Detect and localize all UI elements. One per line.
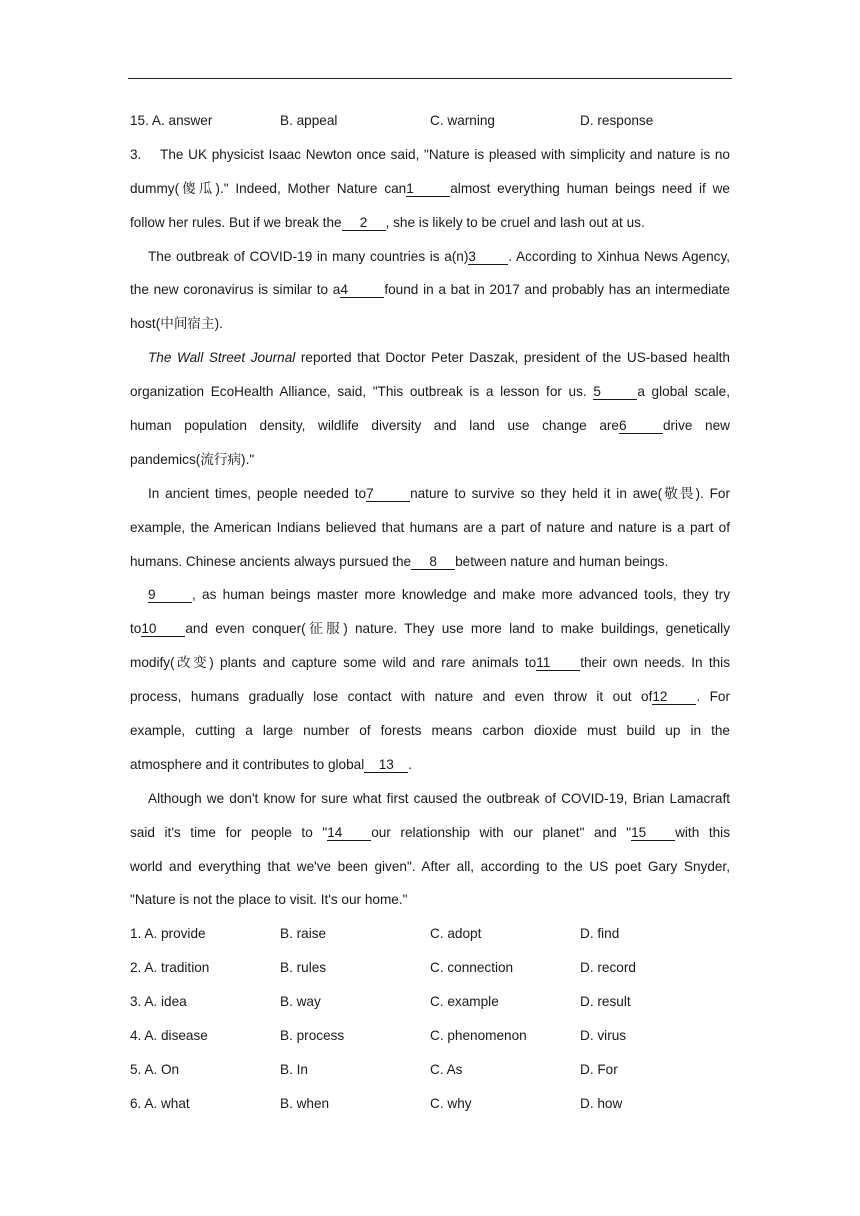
passage-text: modify(改变) plants and capture some wild and rare animals to — [130, 655, 537, 671]
passage-text: dummy(傻瓜)." Indeed, Mother Nature can — [130, 180, 407, 196]
passage-line — [130, 443, 730, 477]
passage-text: reported that Doctor Peter Daszak, president of the US-based health — [295, 350, 730, 366]
option-c: C. connection — [430, 960, 514, 976]
option-c: C. As — [430, 1061, 463, 1077]
option-c: C. adopt — [430, 926, 482, 942]
blank-2[interactable]: 2 — [342, 215, 386, 231]
passage-text: example, the American Indians believed that humans are a part of nature and nature is a part of — [130, 519, 730, 535]
option-d: D. record — [580, 960, 636, 976]
passage-text: , as human beings master more knowledge and make more advanced tools, they try — [192, 587, 730, 603]
passage-text: drive new — [662, 418, 730, 434]
passage-text: the new coronavirus is similar to a — [130, 282, 341, 298]
passage-text: a global scale, — [637, 384, 730, 400]
blank-4[interactable]: 4 — [340, 282, 384, 298]
option-d: D. result — [580, 994, 631, 1010]
blank-12[interactable]: 12 — [652, 689, 696, 705]
blank-6[interactable]: 6 — [619, 418, 663, 434]
option-a: 4. A. disease — [130, 1028, 208, 1044]
passage-line — [130, 375, 730, 409]
option-b: B. rules — [280, 960, 327, 976]
passage-line — [130, 612, 730, 646]
passage-text: nature to survive so they held it in awe(敬畏). For — [410, 485, 730, 501]
passage-line — [130, 477, 730, 511]
passage-text: and even conquer(征服) nature. They use more land to make buildings, genetically — [185, 621, 730, 637]
passage-line — [130, 206, 730, 240]
passage-line — [130, 883, 730, 917]
passage-text: world and everything that we've been given". After all, according to the US poet Gary Snyder, — [130, 858, 730, 874]
passage-line — [130, 240, 730, 274]
passage-text: our relationship with our planet" and " — [371, 824, 632, 840]
passage-text: said it's time for people to " — [130, 824, 328, 840]
passage-line — [130, 782, 730, 816]
blank-10[interactable]: 10 — [141, 621, 185, 637]
passage-text: Although we don't know for sure what first caused the outbreak of COVID-19, Brian Lamacraft — [148, 790, 730, 806]
passage-line — [130, 578, 730, 612]
passage-text: follow her rules. But if we break the — [130, 214, 342, 230]
blank-15[interactable]: 15 — [631, 825, 675, 841]
passage-line — [130, 545, 730, 579]
option-d: D. For — [580, 1061, 618, 1077]
passage-line — [130, 341, 730, 375]
option-a: 5. A. On — [130, 1061, 180, 1077]
passage-line — [130, 714, 730, 748]
option-a: 6. A. what — [130, 1095, 190, 1111]
blank-11[interactable]: 11 — [536, 655, 580, 671]
option-c: C. warning — [430, 113, 495, 128]
passage-line — [130, 138, 730, 172]
blank-1[interactable]: 1 — [406, 181, 450, 197]
question-15-options — [130, 104, 730, 138]
question-3-options — [130, 985, 730, 1019]
option-b: B. when — [280, 1095, 330, 1111]
option-b: B. way — [280, 994, 321, 1010]
option-b: B. In — [280, 1061, 308, 1077]
passage-text: , she is likely to be cruel and lash out at us. — [385, 214, 645, 230]
blank-9[interactable]: 9 — [148, 587, 192, 603]
option-c: C. example — [430, 994, 499, 1010]
passage-line — [130, 307, 730, 341]
option-d: D. response — [580, 113, 654, 128]
blank-5[interactable]: 5 — [593, 384, 637, 400]
question-5-options — [130, 1053, 730, 1087]
passage-text: with this — [675, 824, 730, 840]
question-6-options — [130, 1087, 730, 1121]
question-4-options — [130, 1019, 730, 1053]
passage-line — [130, 646, 730, 680]
passage-text: their own needs. In this — [580, 655, 730, 671]
option-a: 2. A. tradition — [130, 960, 210, 976]
newspaper-title: The Wall Street Journal — [148, 350, 296, 366]
option-a: 3. A. idea — [130, 994, 187, 1010]
worksheet-content — [130, 104, 730, 1121]
question-1-options — [130, 917, 730, 951]
option-c: C. why — [430, 1095, 472, 1111]
passage-text: . — [408, 756, 413, 772]
option-a: 1. A. provide — [130, 926, 206, 942]
option-d: D. virus — [580, 1028, 627, 1044]
passage-text: atmosphere and it contributes to global — [130, 756, 365, 772]
option-b: B. process — [280, 1028, 345, 1044]
passage-line — [130, 511, 730, 545]
option-d: D. find — [580, 926, 620, 942]
passage-text: host(中间宿主). — [130, 316, 223, 332]
passage-text: organization EcoHealth Alliance, said, "This outbreak is a lesson for us. — [130, 384, 587, 400]
header-rule — [128, 78, 732, 79]
blank-7[interactable]: 7 — [366, 486, 410, 502]
passage-text: 3. The UK physicist Isaac Newton once said, "Nature is pleased with simplicity and nature is no — [130, 146, 730, 162]
blank-8[interactable]: 8 — [411, 554, 455, 570]
passage-text: example, cutting a large number of forests means carbon dioxide must build up in the — [130, 723, 730, 739]
passage-line — [130, 748, 730, 782]
passage-text: pandemics(流行病)." — [130, 451, 255, 467]
passage-text: The outbreak of COVID-19 in many countries is a(n) — [148, 248, 469, 264]
passage-line — [130, 850, 730, 884]
passage-text: . For — [696, 689, 730, 705]
passage-text: "Nature is not the place to visit. It's our home." — [130, 892, 408, 908]
passage-text: to — [130, 621, 142, 637]
passage-text: In ancient times, people needed to — [148, 485, 367, 501]
passage-line — [130, 409, 730, 443]
passage-text: humans. Chinese ancients always pursued the — [130, 553, 412, 569]
option-d: D. how — [580, 1095, 623, 1111]
question-2-options — [130, 951, 730, 985]
passage-text: between nature and human beings. — [455, 553, 669, 569]
passage-text: process, humans gradually lose contact with nature and even throw it out of — [130, 689, 653, 705]
passage-text: . According to Xinhua News Agency, — [508, 248, 731, 264]
option-c: C. phenomenon — [430, 1028, 527, 1044]
blank-14[interactable]: 14 — [327, 825, 371, 841]
passage-line — [130, 273, 730, 307]
passage-text: found in a bat in 2017 and probably has an intermediate — [384, 282, 730, 298]
option-a: 15. A. answer — [130, 113, 213, 128]
passage-text: human population density, wildlife diversity and land use change are — [130, 418, 619, 434]
passage-line — [130, 172, 730, 206]
blank-3[interactable]: 3 — [468, 249, 508, 265]
option-b: B. appeal — [280, 113, 338, 128]
blank-13[interactable]: 13 — [364, 757, 408, 773]
passage-text: almost everything human beings need if we — [450, 180, 730, 196]
option-b: B. raise — [280, 926, 327, 942]
passage-line — [130, 816, 730, 850]
passage-line — [130, 680, 730, 714]
